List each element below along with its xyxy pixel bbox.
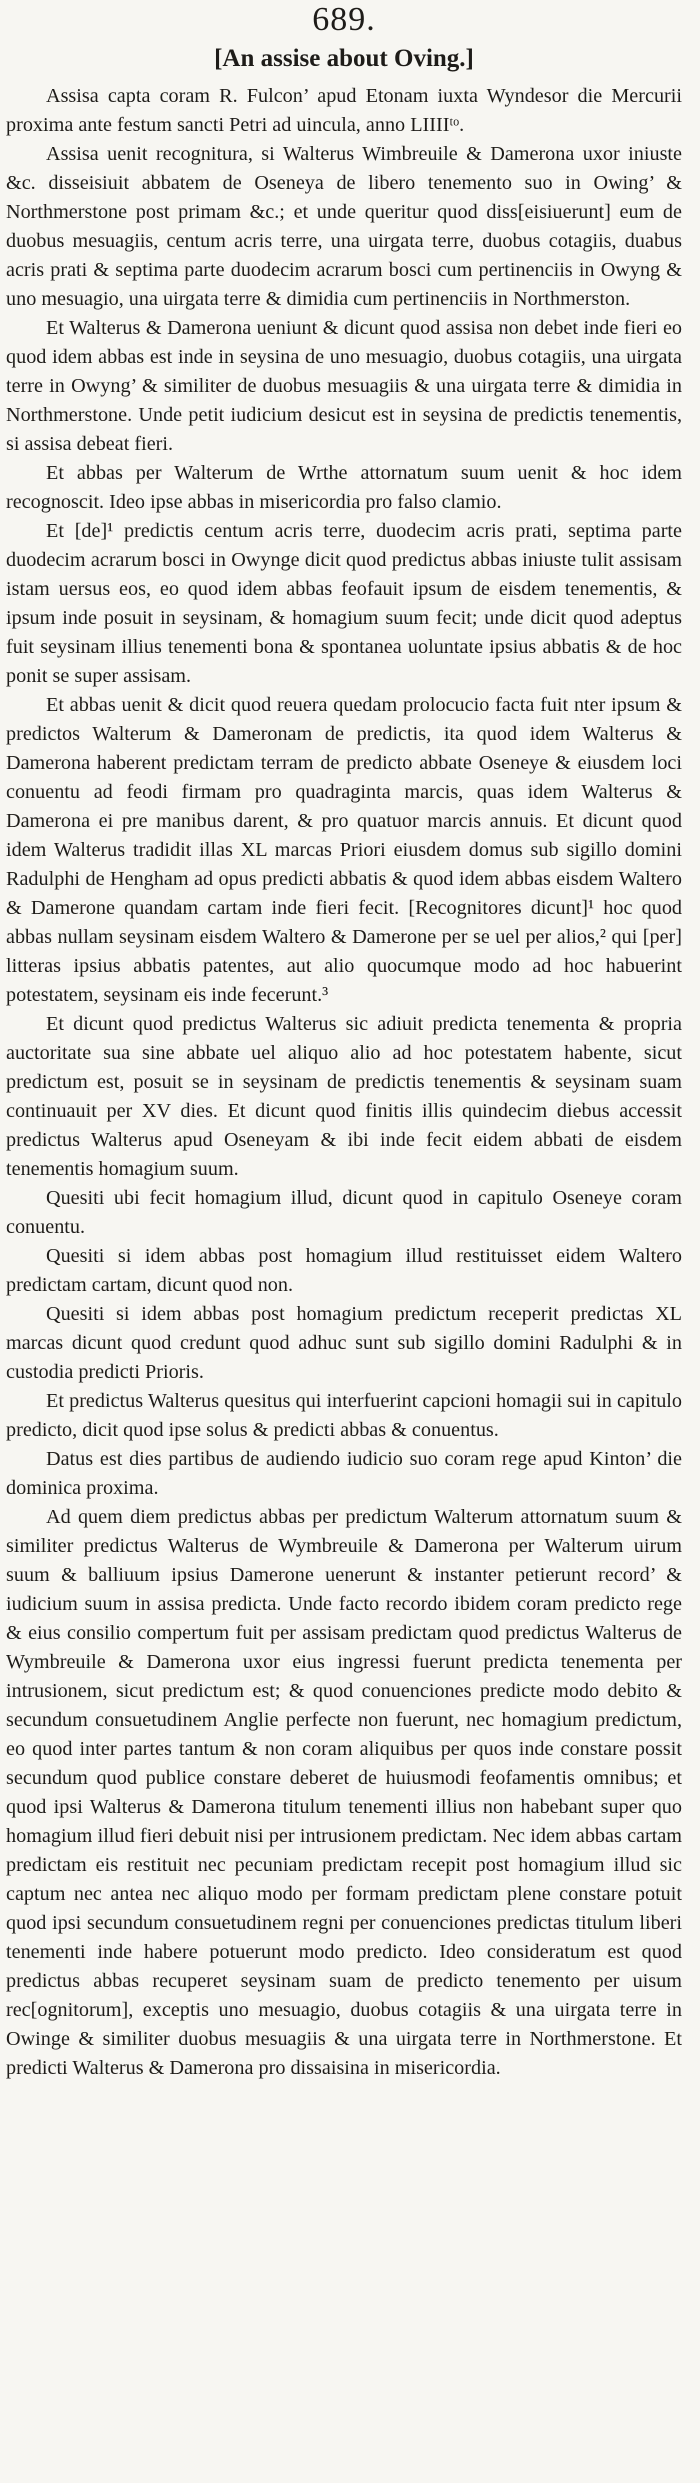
paragraph: Datus est dies partibus de audiendo iudicio suo coram rege apud Kinton’ die dominica proxima. [6, 1448, 682, 1499]
paragraph: Assisa uenit recognitura, si Walterus Wimbreuile & Damerona uxor iniuste &c. disseisiuit abbatem de Oseneya de libero tenemento suo in Owing’ & Northmerstone post primam &c.; et unde queritur quod diss[eisiuerunt] eum de duobus mesuagiis, centum acris terre, una uirgata terre, duobus cotagiis, duabus acris prati & septima parte duodecim acrarum bosci cum pertinenciis in Owyng & uno mesuagio, una uirgata terre & dimidia cum pertinenciis in Northmerston. [6, 143, 682, 310]
paragraph: Ad quem diem predictus abbas per predictum Walterum attornatum suum & similiter predictus Walterus de Wymbreuile & Damerona per Walterum uirum suum & balliuum ipsius Damerone uenerunt & instanter petierunt record’ & iudicium suum in assisa predicta. Unde facto recordo ibidem coram predicto rege & eius consilio compertum fuit per assisam predictam quod predictus Walterus de Wymbreuile & Damerona uxor eius ingressi fuerunt predicta tenementa per intrusionem, sicut predictum est; & quod conuenciones predicte modo debito & secundum consuetudinem Anglie perfecte non fuerunt, nec homagium predictum, eo quod inter partes tantum & non coram aliquibus per quos inde constare possit secundum quod publice constare deberet de huiusmodi feofamentis omnibus; et quod ipsi Walterus & Damerona titulum tenementi illius non habebant super quo homagium illud fieri debuit nisi per intrusionem predictam. Nec idem abbas cartam predictam eis restituit nec pecuniam predictam recepit post homagium illud sic captum nec antea nec aliquo modo per formam predictam plene constare potuit quod ipsi secundum consuetudinem regni per conuenciones predictas titulum liberi tenementi inde habere potuerunt modo predicto. Ideo consideratum est quod predictus abbas recuperet seysinam suam de predicto tenemento per uisum rec[ognitorum], exceptis uno mesuagio, duobus cotagiis & una uirgata terre in Owinge & similiter duobus mesuagiis & una uirgata terre in Northmerstone. Et predicti Walterus & Damerona pro dissaisina in misericordia. [6, 1506, 682, 2079]
paragraph: Et [de]¹ predictis centum acris terre, duodecim acris prati, septima parte duodecim acrarum bosci in Owynge dicit quod predictus abbas iniuste tulit assisam istam uersus eos, eo quod idem abbas feofauit ipsum de eisdem tenementis, & ipsum inde posuit in seysinam, & homagium suum fecit; unde dicit quod adeptus fuit seysinam illius tenementi bona & spontanea uoluntate ipsius abbatis & de hoc ponit se super assisam. [6, 520, 682, 687]
page-number: 689. [312, 1, 376, 38]
paragraph: Et Walterus & Damerona ueniunt & dicunt quod assisa non debet inde fieri eo quod idem abbas est inde in seysina de uno mesuagio, duobus cotagiis, una uirgata terre in Owyng’ & similiter de duobus mesuagiis & una uirgata terre & dimidia in Northmerstone. Unde petit iudicium desicut est in seysina de predictis tenementis, si assisa debeat fieri. [6, 317, 682, 455]
paragraph: Et abbas per Walterum de Wrthe attornatum suum uenit & hoc idem recognoscit. Ideo ipse abbas in misericordia pro falso clamio. [6, 462, 682, 513]
paragraph: Quesiti ubi fecit homagium illud, dicunt quod in capitulo Oseneye coram conuentu. [6, 1187, 682, 1238]
paragraph: Quesiti si idem abbas post homagium predictum receperit predictas XL marcas dicunt quod credunt quod adhuc sunt sub sigillo domini Radulphi & in custodia predicti Prioris. [6, 1303, 682, 1383]
document-body [6, 82, 682, 2083]
paragraph: Assisa capta coram R. Fulcon’ apud Etonam iuxta Wyndesor die Mercurii proxima ante festum sancti Petri ad uincula, anno LIIIIᵗᵒ. [6, 85, 682, 136]
paragraph: Et dicunt quod predictus Walterus sic adiuit predicta tenementa & propria auctoritate sua sine abbate uel aliquo alio ad hoc potestatem habente, sicut predictum est, posuit se in seysinam de predictis tenementis & seysinam suam continuauit per XV dies. Et dicunt quod finitis illis quindecim diebus accessit predictus Walterus apud Oseneyam & ibi inde fecit eidem abbati de eisdem tenementis homagium suum. [6, 1013, 682, 1180]
section-heading: [An assise about Oving.] [214, 45, 474, 72]
paragraph: Et abbas uenit & dicit quod reuera quedam prolocucio facta fuit nter ipsum & predictos Walterum & Dameronam de predictis, ita quod idem Walterus & Damerona haberent predictam terram de predicto abbate Oseneye & eiusdem loci conuentu ad feodi firmam pro quadraginta marcis, quas idem Walterus & Damerona ei pre manibus darent, & pro quatuor marcis annuis. Et dicunt quod idem Walterus tradidit illas XL marcas Priori eiusdem domus sub sigillo domini Radulphi de Hengham ad opus predicti abbatis & quod idem abbas eisdem Waltero & Damerone quandam cartam inde fieri fecit. [Recognitores dicunt]¹ hoc quod abbas nullam seysinam eisdem Waltero & Damerone per se uel per alios,² qui [per] litteras ipsius abbatis patentes, aut alio quocumque modo ad hoc habuerint potestatem, seysinam eis inde fecerunt.³ [6, 694, 682, 1006]
paragraph: Quesiti si idem abbas post homagium illud restituisset eidem Waltero predictam cartam, dicunt quod non. [6, 1245, 682, 1296]
paragraph: Et predictus Walterus quesitus qui interfuerint capcioni homagii sui in capitulo predicto, dicit quod ipse solus & predicti abbas & conuentus. [6, 1390, 682, 1441]
